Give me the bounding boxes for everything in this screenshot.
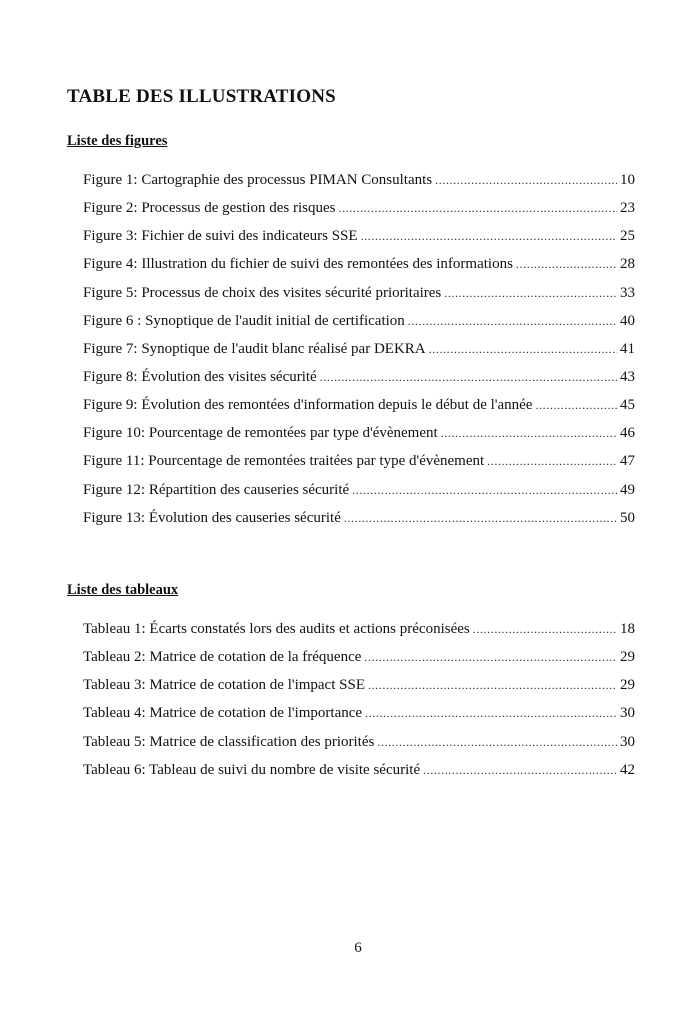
toc-entry-page: 29 (620, 649, 635, 666)
toc-entry-page: 46 (620, 425, 635, 442)
toc-entry-label: Figure 3: Fichier de suivi des indicateurs SSE (83, 228, 358, 245)
toc-entry-page: 42 (620, 761, 635, 778)
toc-entry-page: 10 (620, 172, 635, 188)
toc-entry-page: 47 (620, 453, 635, 470)
toc-entry-label: Figure 12: Répartition des causeries sécurité (83, 481, 350, 498)
figures-list (83, 172, 635, 538)
toc-entry[interactable] (83, 172, 635, 200)
toc-entry[interactable] (83, 677, 635, 705)
toc-entry-page: 29 (620, 677, 635, 694)
toc-entry-page: 30 (620, 733, 635, 750)
dot-leader (435, 173, 617, 188)
toc-entry[interactable] (83, 482, 635, 510)
toc-entry-label: Figure 10: Pourcentage de remontées par type d'évènement (83, 425, 438, 442)
toc-entry-label: Figure 5: Processus de choix des visites sécurité prioritaires (83, 284, 442, 301)
dot-leader (361, 229, 617, 244)
dot-leader (338, 201, 617, 216)
toc-entry[interactable] (83, 734, 635, 762)
toc-entry-label: Tableau 6: Tableau de suivi du nombre de visite sécurité (83, 761, 421, 778)
dot-leader (364, 650, 617, 665)
dot-leader (441, 426, 617, 441)
toc-entry-label: Tableau 5: Matrice de classification des priorités (83, 733, 375, 750)
toc-entry[interactable] (83, 256, 635, 284)
toc-entry-label: Figure 11: Pourcentage de remontées traitées par type d'évènement (83, 453, 485, 470)
toc-entry[interactable] (83, 425, 635, 453)
page-number: 6 (354, 940, 362, 956)
toc-entry-page: 45 (620, 397, 635, 414)
toc-entry-label: Tableau 4: Matrice de cotation de l'importance (83, 705, 363, 722)
toc-entry[interactable] (83, 762, 635, 790)
toc-entry-page: 30 (620, 705, 635, 722)
toc-entry-page: 40 (620, 312, 635, 329)
toc-entry[interactable] (83, 397, 635, 425)
toc-entry[interactable] (83, 369, 635, 397)
toc-entry-label: Figure 2: Processus de gestion des risques (83, 200, 336, 217)
toc-entry-label: Tableau 2: Matrice de cotation de la fréquence (83, 649, 362, 666)
tables-list-heading: Liste des tableaux (67, 582, 179, 598)
dot-leader (320, 370, 617, 385)
toc-entry-label: Figure 1: Cartographie des processus PIMAN Consultants (83, 172, 433, 188)
toc-entry-page: 49 (620, 481, 635, 498)
toc-entry[interactable] (83, 705, 635, 733)
toc-entry-page: 33 (620, 284, 635, 301)
toc-entry-page: 28 (620, 256, 635, 273)
dot-leader (408, 314, 617, 329)
toc-entry-label: Figure 6 : Synoptique de l'audit initial de certification (83, 312, 405, 329)
dot-leader (352, 483, 617, 498)
tables-list (83, 621, 635, 790)
dot-leader (423, 763, 617, 778)
dot-leader (344, 511, 617, 526)
page-title: TABLE DES ILLUSTRATIONS (67, 86, 336, 107)
toc-entry-page: 43 (620, 368, 635, 385)
dot-leader (377, 735, 617, 750)
dot-leader (516, 257, 617, 272)
dot-leader (365, 706, 617, 721)
toc-entry-label: Figure 8: Évolution des visites sécurité (83, 368, 317, 385)
figures-list-heading: Liste des figures (67, 133, 168, 149)
dot-leader (368, 678, 617, 693)
toc-entry-label: Figure 13: Évolution des causeries sécurité (83, 509, 341, 526)
dot-leader (473, 622, 617, 637)
dot-leader (535, 398, 617, 413)
toc-entry-label: Tableau 1: Écarts constatés lors des audits et actions préconisées (83, 621, 470, 637)
toc-entry-page: 50 (620, 509, 635, 526)
dot-leader (429, 342, 617, 357)
toc-entry[interactable] (83, 453, 635, 481)
toc-entry[interactable] (83, 510, 635, 538)
toc-entry-page: 25 (620, 228, 635, 245)
dot-leader (444, 286, 617, 301)
toc-entry-page: 23 (620, 200, 635, 217)
toc-entry[interactable] (83, 228, 635, 256)
toc-entry-page: 41 (620, 340, 635, 357)
dot-leader (487, 454, 617, 469)
toc-entry[interactable] (83, 621, 635, 649)
toc-entry-label: Figure 4: Illustration du fichier de suivi des remontées des informations (83, 256, 513, 273)
toc-entry[interactable] (83, 341, 635, 369)
toc-entry-label: Figure 7: Synoptique de l'audit blanc réalisé par DEKRA (83, 340, 426, 357)
toc-entry[interactable] (83, 200, 635, 228)
toc-entry-page: 18 (620, 621, 635, 637)
toc-entry[interactable] (83, 649, 635, 677)
toc-entry[interactable] (83, 313, 635, 341)
toc-entry-label: Tableau 3: Matrice de cotation de l'impact SSE (83, 677, 365, 694)
toc-entry[interactable] (83, 285, 635, 313)
toc-entry-label: Figure 9: Évolution des remontées d'information depuis le début de l'année (83, 397, 533, 414)
